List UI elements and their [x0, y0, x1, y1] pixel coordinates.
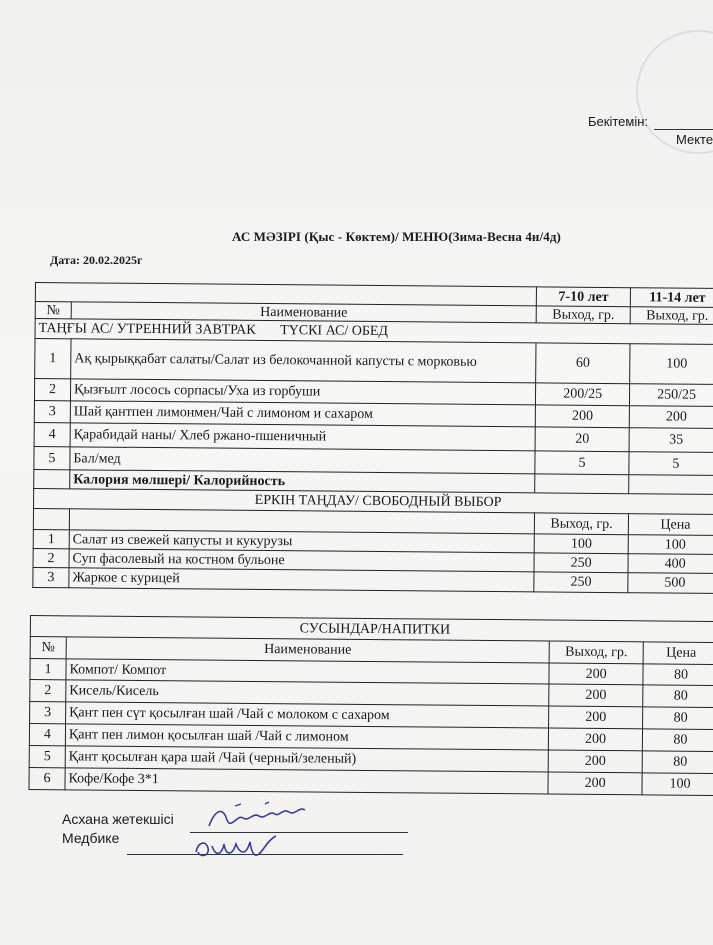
- drinks-table: [28, 615, 713, 796]
- drinks-col-no: №: [30, 637, 66, 659]
- free-col-price: Цена: [628, 514, 713, 536]
- approve-signature-line: [654, 129, 713, 130]
- table-row: 2 Кисель/Кисель 200 80: [30, 680, 713, 708]
- table-row: 3 Шай қантпен лимонмен/Чай с лимоном и сахаром 200 200: [34, 400, 713, 428]
- chef-label: Асхана жетекшісі: [62, 811, 174, 827]
- table-row: 1 Салат из свежей капусты и кукурузы 100 100: [33, 529, 713, 554]
- table-row: 1 Компот/ Компот 200 80: [30, 659, 713, 686]
- table-row: 2 Қызғылт лосось сорпасы/Уха из горбуши 200/25 250/25: [34, 379, 713, 407]
- drinks-title: СУСЫНДАР/НАПИТКИ: [30, 616, 713, 643]
- nurse-label: Медбике: [62, 830, 120, 846]
- drinks-col-price: Цена: [643, 642, 713, 665]
- table-row: 2 Суп фасолевый на костном бульоне 250 400: [33, 548, 713, 573]
- document-date: Дата: 20.02.2025г: [50, 253, 143, 267]
- col-name: Наименование: [71, 302, 536, 323]
- school-label: Мекте: [676, 132, 713, 147]
- drinks-col-yield: Выход, гр.: [549, 641, 643, 664]
- table-row: 4 Қант пен лимон қосылған шай /Чай с лимоном 200 80: [29, 724, 713, 752]
- col-yield-1: Выход, гр.: [536, 306, 630, 324]
- document-title: АС МӘЗІРІ (Қыс - Көктем)/ МЕНЮ(Зима-Весна 4н/4д): [232, 229, 561, 244]
- age-group-1: 7-10 лет: [536, 287, 630, 307]
- free-choice-title: ЕРКІН ТАҢДАУ/ СВОБОДНЫЙ ВЫБОР: [34, 488, 713, 514]
- free-col-yield: Выход, гр.: [535, 513, 629, 535]
- table-row: 5 Қант қосылған қара шай /Чай (черный/зеленый) 200 80: [29, 745, 713, 773]
- table-row: 4 Қарабидай наны/ Хлеб ржано-пшеничный 20 35: [34, 422, 713, 452]
- meal-section-title: ТАҢҒЫ АС/ УТРЕННИЙ ЗАВТРАК ТҮСКІ АС/ ОБЕД: [35, 319, 713, 345]
- col-yield-2: Выход, гр.: [630, 307, 713, 325]
- drinks-col-name: Наименование: [66, 637, 549, 663]
- calories-label: Калория мөлшері/ Калорийность: [70, 470, 535, 493]
- approve-label: Бекітемін:: [588, 114, 648, 129]
- nurse-signature: [190, 828, 280, 866]
- menu-table: [32, 282, 713, 594]
- age-group-2: 11-14 лет: [630, 288, 713, 308]
- table-row: 1 Ақ қырыққабат салаты/Салат из белокочанной капусты с морковью 60 100: [35, 339, 713, 385]
- table-row: 6 Кофе/Кофе 3*1 200 100: [29, 767, 713, 795]
- table-row: 3 Қант пен сүт қосылған шай /Чай с молоком с сахаром 200 80: [30, 702, 713, 730]
- table-row: 5 Бал/мед 5 5: [34, 446, 713, 475]
- table-row: 3 Жаркое с курицей 250 500: [33, 567, 713, 593]
- col-no: №: [35, 302, 71, 319]
